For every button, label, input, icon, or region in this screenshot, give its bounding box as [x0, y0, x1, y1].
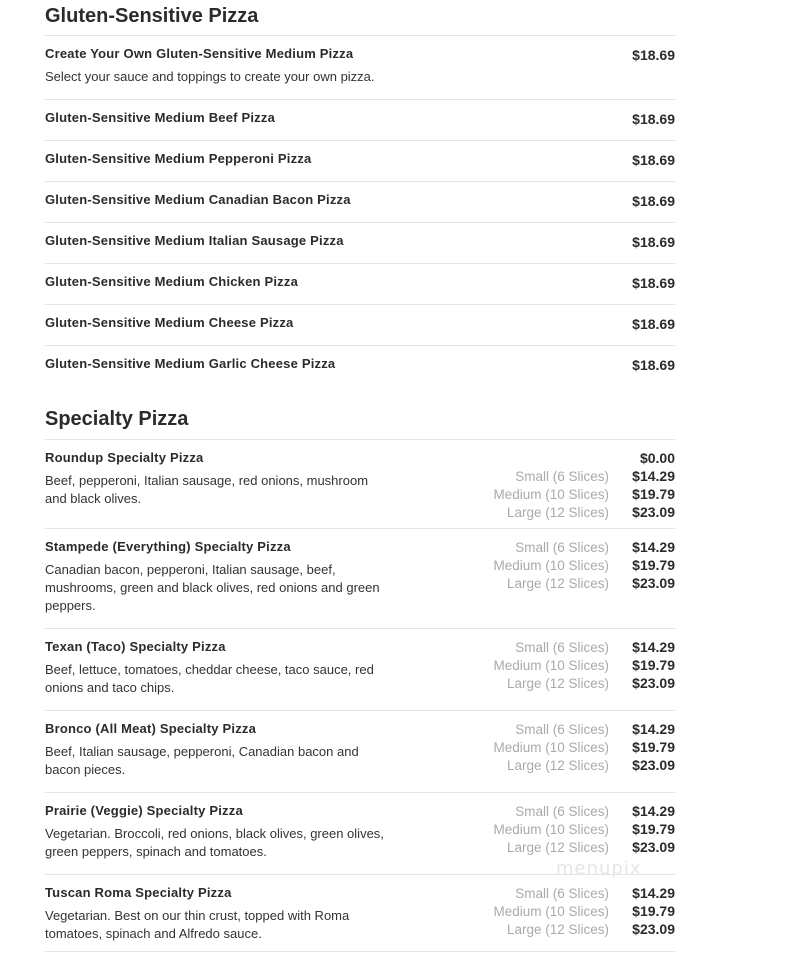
size-option[interactable] — [493, 756, 675, 774]
size-price-list — [493, 449, 675, 521]
size-price: $14.29 — [632, 721, 675, 737]
size-label: Medium (10 Slices) — [493, 822, 609, 837]
bottom-divider — [45, 951, 675, 952]
size-price: $19.79 — [632, 657, 675, 673]
size-price: $23.09 — [632, 757, 675, 773]
menu-item[interactable] — [45, 99, 675, 140]
menu — [45, 0, 675, 954]
item-price: $18.69 — [632, 316, 675, 332]
size-option[interactable] — [493, 467, 675, 485]
item-name: Texan (Taco) Specialty Pizza — [45, 639, 226, 654]
item-name: Gluten-Sensitive Medium Pepperoni Pizza — [45, 151, 312, 166]
menu-item[interactable] — [45, 181, 675, 222]
menu-item[interactable] — [45, 710, 675, 792]
menu-item[interactable] — [45, 628, 675, 710]
size-price: $19.79 — [632, 557, 675, 573]
size-price: $23.09 — [632, 575, 675, 591]
menu-item[interactable] — [45, 263, 675, 304]
item-name: Gluten-Sensitive Medium Canadian Bacon Pizza — [45, 192, 351, 207]
item-name: Create Your Own Gluten-Sensitive Medium Pizza — [45, 46, 354, 61]
menu-item[interactable] — [45, 140, 675, 181]
item-name: Gluten-Sensitive Medium Beef Pizza — [45, 110, 276, 125]
item-name: Gluten-Sensitive Medium Garlic Cheese Pizza — [45, 356, 336, 371]
size-option[interactable] — [493, 574, 675, 592]
size-label: Large (12 Slices) — [506, 505, 609, 520]
size-option[interactable] — [493, 656, 675, 674]
size-price-list — [493, 638, 675, 692]
size-price-list — [493, 802, 675, 856]
size-option[interactable] — [493, 485, 675, 503]
size-option[interactable] — [493, 820, 675, 838]
menu-item[interactable] — [45, 874, 675, 954]
item-name: Gluten-Sensitive Medium Chicken Pizza — [45, 274, 299, 289]
item-price: $18.69 — [632, 234, 675, 250]
size-price: $14.29 — [632, 539, 675, 555]
size-label: Small (6 Slices) — [515, 804, 609, 819]
watermark: menupix — [556, 858, 642, 879]
item-name: Prairie (Veggie) Specialty Pizza — [45, 803, 243, 818]
size-option[interactable] — [493, 556, 675, 574]
item-price: $18.69 — [632, 357, 675, 373]
size-label: Small (6 Slices) — [515, 886, 609, 901]
size-price: $14.29 — [632, 468, 675, 484]
item-description: Vegetarian. Broccoli, red onions, black olives, green olives, green peppers, spinach and tomatoes. — [45, 826, 384, 859]
size-option[interactable] — [493, 838, 675, 856]
base-price-row — [493, 449, 675, 467]
size-label: Medium (10 Slices) — [493, 558, 609, 573]
size-option[interactable] — [493, 503, 675, 521]
item-description: Canadian bacon, pepperoni, Italian sausage, beef, mushrooms, green and black olives, red onions and green peppers. — [45, 562, 380, 613]
size-price: $23.09 — [632, 675, 675, 691]
size-label: Large (12 Slices) — [506, 922, 609, 937]
item-price: $18.69 — [632, 193, 675, 209]
item-name: Gluten-Sensitive Medium Italian Sausage Pizza — [45, 233, 344, 248]
size-label: Large (12 Slices) — [506, 758, 609, 773]
size-label: Medium (10 Slices) — [493, 487, 609, 502]
size-price-list — [493, 720, 675, 774]
size-price: $19.79 — [632, 903, 675, 919]
size-label: Small (6 Slices) — [515, 540, 609, 555]
size-label: Small (6 Slices) — [515, 722, 609, 737]
size-option[interactable] — [493, 802, 675, 820]
size-label: Large (12 Slices) — [506, 840, 609, 855]
size-option[interactable] — [493, 920, 675, 938]
size-price: $23.09 — [632, 839, 675, 855]
size-label: Medium (10 Slices) — [493, 904, 609, 919]
base-price: $0.00 — [639, 450, 675, 466]
size-price-list — [493, 884, 675, 938]
size-label: Large (12 Slices) — [506, 576, 609, 591]
size-price: $14.29 — [632, 639, 675, 655]
item-name: Tuscan Roma Specialty Pizza — [45, 885, 232, 900]
item-name: Gluten-Sensitive Medium Cheese Pizza — [45, 315, 294, 330]
item-description: Beef, Italian sausage, pepperoni, Canadian bacon and bacon pieces. — [45, 744, 359, 777]
size-option[interactable] — [493, 674, 675, 692]
menu-item[interactable] — [45, 222, 675, 263]
size-option[interactable] — [493, 902, 675, 920]
item-description: Vegetarian. Best on our thin crust, topped with Roma tomatoes, spinach and Alfredo sauce. — [45, 908, 350, 941]
size-label: Small (6 Slices) — [515, 469, 609, 484]
item-name: Bronco (All Meat) Specialty Pizza — [45, 721, 257, 736]
size-option[interactable] — [493, 538, 675, 556]
section-title: Gluten-Sensitive Pizza — [45, 5, 259, 27]
size-label: Large (12 Slices) — [506, 676, 609, 691]
size-price: $19.79 — [632, 821, 675, 837]
item-price: $18.69 — [632, 47, 675, 63]
item-description: Beef, pepperoni, Italian sausage, red onions, mushroom and black olives. — [45, 473, 369, 506]
item-price: $18.69 — [632, 152, 675, 168]
size-price: $19.79 — [632, 486, 675, 502]
menu-item[interactable] — [45, 345, 675, 386]
size-option[interactable] — [493, 720, 675, 738]
item-price: $18.69 — [632, 111, 675, 127]
size-price-list — [493, 538, 675, 592]
size-option[interactable] — [493, 638, 675, 656]
size-price: $23.09 — [632, 921, 675, 937]
item-price: $18.69 — [632, 275, 675, 291]
menu-item[interactable] — [45, 528, 675, 628]
size-price: $14.29 — [632, 885, 675, 901]
menu-item[interactable] — [45, 304, 675, 345]
size-option[interactable] — [493, 884, 675, 902]
menu-item[interactable] — [45, 439, 675, 528]
item-name: Stampede (Everything) Specialty Pizza — [45, 539, 291, 554]
size-label: Small (6 Slices) — [515, 640, 609, 655]
size-label: Medium (10 Slices) — [493, 658, 609, 673]
item-description: Select your sauce and toppings to create your own pizza. — [45, 69, 375, 84]
item-name: Roundup Specialty Pizza — [45, 450, 204, 465]
size-price: $14.29 — [632, 803, 675, 819]
item-description: Beef, lettuce, tomatoes, cheddar cheese, taco sauce, red onions and taco chips. — [45, 662, 374, 695]
size-price: $19.79 — [632, 739, 675, 755]
section-title: Specialty Pizza — [45, 408, 189, 430]
size-option[interactable] — [493, 738, 675, 756]
menu-item[interactable] — [45, 35, 675, 99]
section-gluten-sensitive — [45, 0, 675, 386]
size-price: $23.09 — [632, 504, 675, 520]
size-label: Medium (10 Slices) — [493, 740, 609, 755]
